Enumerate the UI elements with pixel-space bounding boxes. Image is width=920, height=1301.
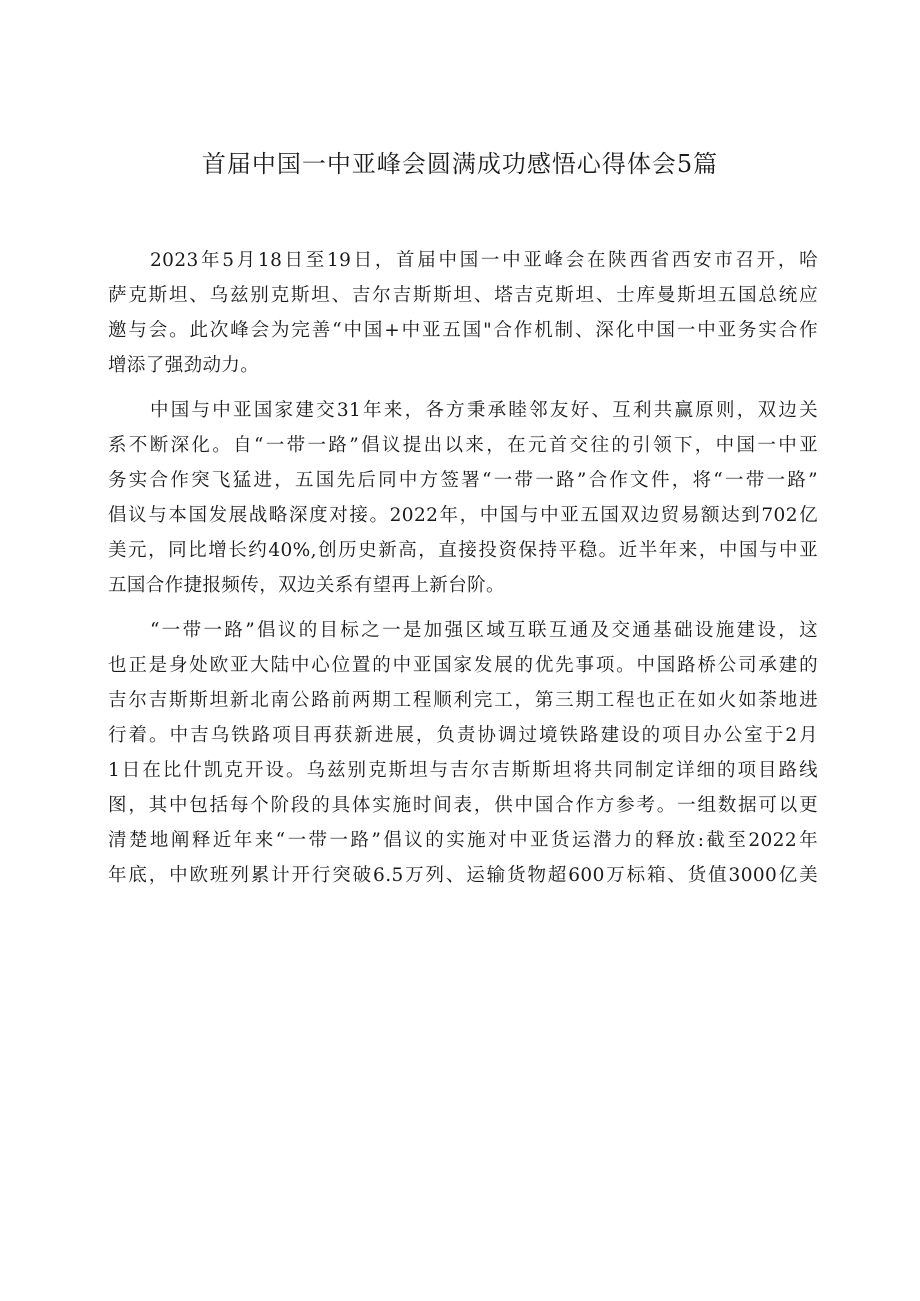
paragraph-line: 五国合作捷报频传，双边关系有望再上新台阶。 [108, 575, 505, 596]
paragraph-line: 也正是身处欧亚大陆中心位置的中亚国家发展的优先事项。中国路桥公司承建的 [108, 655, 818, 676]
paragraph-line: 2023年5月18日至19日，首届中国一中亚峰会在陕西省西安市召开，哈 [150, 250, 818, 271]
paragraph-line: 邀与会。此次峰会为完善“中国+中亚五国"合作机制、深化中国一中亚务实合作 [108, 320, 818, 341]
paragraph-line: 清楚地阐释近年来“一带一路”倡议的实施对中亚货运潜力的释放:截至2022年 [108, 830, 818, 851]
paragraph-line: 务实合作突飞猛进，五国先后同中方签署“一带一路”合作文件，将“一带一路” [108, 470, 818, 491]
document-body [108, 243, 818, 903]
paragraph-line: 年底，中欧班列累计开行突破6.5万列、运输货物超600万标箱、货值3000亿美 [108, 865, 818, 886]
paragraph-line: 1日在比什凯克开设。乌兹别克斯坦与吉尔吉斯斯坦将共同制定详细的项目路线 [108, 760, 818, 781]
paragraph-line: 图，其中包括每个阶段的具体实施时间表，供中国合作方参考。一组数据可以更 [108, 795, 818, 816]
paragraph-line: 行着。中吉乌铁路项目再获新进展，负责协调过境铁路建设的项目办公室于2月 [108, 725, 818, 746]
paragraph [108, 393, 818, 603]
paragraph-line: 系不断深化。自“一带一路”倡议提出以来，在元首交往的引领下，中国一中亚 [108, 435, 818, 456]
paragraph-line: 倡议与本国发展战略深度对接。2022年，中国与中亚五国双边贸易额达到702亿 [108, 505, 818, 526]
paragraph-line: 吉尔吉斯斯坦新北南公路前两期工程顺利完工，第三期工程也正在如火如荼地进 [108, 690, 818, 711]
paragraph-line: “一带一路”倡议的目标之一是加强区域互联互通及交通基础设施建设，这 [150, 620, 818, 641]
paragraph [108, 613, 818, 893]
paragraph-line: 中国与中亚国家建交31年来，各方秉承睦邻友好、互利共赢原则，双边关 [150, 400, 818, 421]
paragraph [108, 243, 818, 383]
paragraph-line: 美元，同比增长约40%,创历史新高，直接投资保持平稳。近半年来，中国与中亚 [108, 540, 818, 561]
paragraph-line: 萨克斯坦、乌兹别克斯坦、吉尔吉斯斯坦、塔吉克斯坦、士库曼斯坦五国总统应 [108, 285, 818, 306]
document-title: 首届中国一中亚峰会圆满成功感悟心得体会5篇 [201, 150, 719, 178]
paragraph-line: 增添了强劲动力。 [108, 355, 260, 376]
